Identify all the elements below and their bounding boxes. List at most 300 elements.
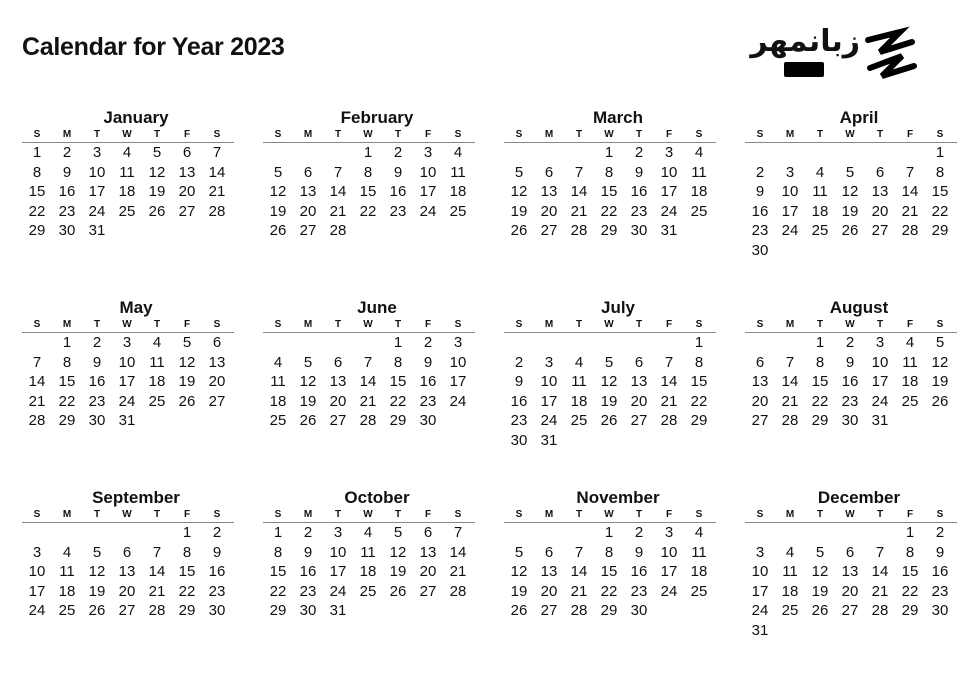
day-cell: 4: [273, 353, 283, 371]
weekday-label: T: [153, 129, 161, 140]
day-cell: 25: [811, 222, 829, 240]
day-cell: 29: [178, 602, 196, 620]
weekday-header: [504, 129, 716, 143]
month-november: [504, 488, 718, 621]
day-cell: 4: [152, 334, 162, 351]
day-cell: 14: [28, 373, 46, 391]
day-cell: 11: [149, 353, 165, 371]
day-cell: 20: [540, 202, 558, 220]
day-cell: 11: [119, 163, 135, 181]
weekday-label: T: [93, 129, 101, 140]
empty-cell: [142, 523, 172, 543]
day-cell: 11: [691, 543, 707, 561]
day-cell: 1: [363, 144, 373, 161]
day-cell: 22: [269, 582, 287, 600]
day-cell: 1: [182, 524, 192, 541]
weekday-label: S: [33, 509, 41, 520]
month-name: May: [119, 298, 153, 317]
month-april: [745, 108, 959, 261]
empty-cell: [323, 333, 353, 353]
day-cell: 12: [811, 563, 829, 581]
day-cell: 4: [574, 353, 584, 371]
day-grid: [263, 333, 477, 431]
weekday-label: T: [635, 509, 643, 520]
empty-cell: [624, 333, 654, 353]
day-cell: 9: [755, 183, 765, 201]
weekday-label: S: [213, 319, 221, 330]
empty-cell: [504, 523, 534, 543]
day-cell: 20: [751, 392, 769, 410]
day-cell: 24: [660, 582, 678, 600]
day-cell: 25: [690, 202, 708, 220]
day-cell: 5: [303, 353, 313, 371]
day-grid: [22, 333, 236, 431]
day-grid: [745, 143, 959, 261]
day-cell: 6: [544, 163, 554, 181]
weekday-label: T: [876, 319, 884, 330]
day-cell: 2: [935, 524, 945, 541]
day-cell: 12: [600, 373, 618, 391]
weekday-label: S: [695, 319, 703, 330]
empty-cell: [22, 333, 52, 353]
day-cell: 4: [122, 144, 132, 161]
day-cell: 10: [781, 183, 799, 201]
day-cell: 6: [875, 163, 885, 181]
month-february: [263, 108, 477, 241]
day-cell: 30: [208, 602, 226, 620]
day-cell: 5: [514, 163, 524, 181]
day-cell: 20: [630, 392, 648, 410]
weekday-label: S: [936, 509, 944, 520]
empty-cell: [564, 333, 594, 353]
weekday-label: W: [122, 129, 132, 140]
day-cell: 14: [901, 183, 919, 201]
day-cell: 22: [359, 202, 377, 220]
day-cell: 29: [269, 602, 287, 620]
day-grid: [504, 333, 718, 451]
day-cell: 9: [634, 543, 644, 561]
day-cell: 4: [785, 543, 795, 561]
day-cell: 11: [812, 183, 828, 201]
day-cell: 7: [905, 163, 915, 181]
logo-mark-icon: [860, 26, 920, 82]
day-cell: 21: [570, 582, 588, 600]
day-cell: 14: [660, 373, 678, 391]
day-cell: 29: [600, 222, 618, 240]
day-cell: 6: [303, 163, 313, 181]
day-cell: 11: [360, 543, 376, 561]
day-cell: 9: [845, 353, 855, 371]
empty-cell: [594, 333, 624, 353]
day-cell: 10: [88, 163, 106, 181]
weekday-label: W: [845, 129, 855, 140]
day-cell: 18: [781, 582, 799, 600]
day-cell: 23: [931, 582, 949, 600]
day-cell: 18: [449, 183, 467, 201]
day-cell: 31: [118, 412, 136, 430]
weekday-label: F: [183, 319, 191, 330]
day-cell: 29: [931, 222, 949, 240]
weekday-label: M: [303, 319, 313, 330]
empty-cell: [504, 333, 534, 353]
day-cell: 21: [660, 392, 678, 410]
day-cell: 7: [574, 163, 584, 181]
weekday-label: F: [424, 509, 432, 520]
day-cell: 5: [393, 524, 403, 541]
empty-cell: [564, 523, 594, 543]
day-cell: 21: [208, 183, 226, 201]
day-cell: 8: [363, 163, 373, 181]
day-cell: 10: [419, 163, 437, 181]
day-cell: 15: [600, 183, 618, 201]
month-name: June: [357, 298, 397, 317]
weekday-label: S: [756, 509, 764, 520]
day-cell: 16: [630, 563, 648, 581]
empty-cell: [775, 523, 805, 543]
day-cell: 26: [931, 392, 949, 410]
day-cell: 13: [178, 163, 196, 181]
day-cell: 4: [363, 524, 373, 541]
day-cell: 12: [269, 183, 287, 201]
day-grid: [263, 143, 477, 241]
day-cell: 27: [751, 412, 769, 430]
day-cell: 2: [514, 353, 524, 371]
day-cell: 24: [88, 202, 106, 220]
day-cell: 15: [178, 563, 196, 581]
day-cell: 22: [58, 392, 76, 410]
day-cell: 21: [28, 392, 46, 410]
day-cell: 4: [694, 144, 704, 161]
day-cell: 8: [815, 353, 825, 371]
day-cell: 15: [28, 183, 46, 201]
day-cell: 29: [28, 222, 46, 240]
day-cell: 10: [28, 563, 46, 581]
day-cell: 31: [660, 222, 678, 240]
day-cell: 23: [208, 582, 226, 600]
weekday-label: S: [213, 509, 221, 520]
day-cell: 5: [514, 543, 524, 561]
day-cell: 14: [871, 563, 889, 581]
empty-cell: [293, 143, 323, 163]
weekday-label: M: [62, 509, 72, 520]
day-cell: 10: [660, 543, 678, 561]
day-cell: 3: [32, 543, 42, 561]
day-cell: 26: [178, 392, 196, 410]
day-cell: 23: [58, 202, 76, 220]
day-cell: 10: [871, 353, 889, 371]
day-cell: 23: [841, 392, 859, 410]
day-cell: 25: [359, 582, 377, 600]
day-cell: 21: [871, 582, 889, 600]
weekday-label: F: [424, 129, 432, 140]
day-cell: 19: [811, 582, 829, 600]
weekday-label: M: [544, 319, 554, 330]
day-cell: 3: [92, 144, 102, 161]
day-cell: 9: [393, 163, 403, 181]
day-cell: 20: [299, 202, 317, 220]
weekday-label: T: [334, 319, 342, 330]
weekday-label: T: [635, 319, 643, 330]
day-cell: 7: [875, 543, 885, 561]
weekday-label: F: [665, 319, 673, 330]
empty-cell: [745, 523, 775, 543]
day-cell: 30: [88, 412, 106, 430]
weekday-label: W: [122, 509, 132, 520]
day-cell: 17: [449, 373, 467, 391]
day-cell: 7: [32, 353, 42, 371]
day-grid: [745, 523, 959, 641]
day-cell: 15: [690, 373, 708, 391]
day-cell: 7: [664, 353, 674, 371]
day-cell: 9: [423, 353, 433, 371]
day-cell: 31: [751, 621, 769, 639]
day-cell: 23: [510, 412, 528, 430]
day-cell: 25: [148, 392, 166, 410]
empty-cell: [534, 333, 564, 353]
day-cell: 17: [660, 183, 678, 201]
day-cell: 22: [28, 202, 46, 220]
day-cell: 2: [393, 144, 403, 161]
weekday-label: W: [845, 319, 855, 330]
weekday-label: M: [62, 129, 72, 140]
day-cell: 12: [510, 183, 528, 201]
day-cell: 6: [212, 334, 222, 351]
day-cell: 8: [393, 353, 403, 371]
day-cell: 13: [540, 563, 558, 581]
day-cell: 1: [393, 334, 403, 351]
day-cell: 14: [359, 373, 377, 391]
day-cell: 17: [118, 373, 136, 391]
day-cell: 21: [570, 202, 588, 220]
day-cell: 21: [449, 563, 467, 581]
day-cell: 13: [299, 183, 317, 201]
day-cell: 28: [148, 602, 166, 620]
weekday-label: S: [695, 509, 703, 520]
day-cell: 24: [751, 602, 769, 620]
logo-bar: [784, 62, 824, 77]
day-cell: 18: [148, 373, 166, 391]
day-cell: 9: [62, 163, 72, 181]
day-cell: 26: [510, 602, 528, 620]
day-cell: 11: [691, 163, 707, 181]
empty-cell: [805, 523, 835, 543]
day-cell: 19: [88, 582, 106, 600]
weekday-header: [22, 129, 234, 143]
day-cell: 12: [510, 563, 528, 581]
day-cell: 18: [359, 563, 377, 581]
weekday-label: S: [274, 129, 282, 140]
day-cell: 1: [604, 144, 614, 161]
day-cell: 8: [905, 543, 915, 561]
day-cell: 11: [270, 373, 286, 391]
day-cell: 4: [905, 334, 915, 351]
day-cell: 22: [600, 202, 618, 220]
weekday-label: F: [665, 129, 673, 140]
day-cell: 16: [510, 392, 528, 410]
weekday-label: S: [454, 319, 462, 330]
weekday-label: W: [604, 319, 614, 330]
logo-text: زبانمهر: [750, 24, 860, 59]
day-cell: 13: [118, 563, 136, 581]
day-cell: 18: [690, 563, 708, 581]
day-cell: 26: [811, 602, 829, 620]
weekday-label: M: [544, 509, 554, 520]
day-cell: 8: [32, 163, 42, 181]
day-cell: 23: [389, 202, 407, 220]
day-cell: 13: [751, 373, 769, 391]
day-cell: 3: [453, 334, 463, 351]
day-cell: 19: [931, 373, 949, 391]
day-cell: 6: [544, 543, 554, 561]
day-cell: 13: [630, 373, 648, 391]
day-cell: 14: [329, 183, 347, 201]
weekday-label: T: [153, 319, 161, 330]
empty-cell: [865, 143, 895, 163]
day-cell: 16: [88, 373, 106, 391]
day-cell: 5: [845, 163, 855, 181]
day-cell: 4: [694, 524, 704, 541]
day-cell: 23: [419, 392, 437, 410]
day-cell: 12: [389, 543, 407, 561]
month-name: April: [839, 108, 879, 127]
day-cell: 28: [28, 412, 46, 430]
month-may: [22, 298, 236, 431]
day-cell: 15: [58, 373, 76, 391]
day-cell: 28: [781, 412, 799, 430]
day-cell: 22: [690, 392, 708, 410]
empty-cell: [745, 333, 775, 353]
brand-logo: [750, 20, 920, 82]
day-cell: 17: [660, 563, 678, 581]
day-cell: 30: [751, 241, 769, 259]
month-october: [263, 488, 477, 621]
day-cell: 27: [178, 202, 196, 220]
day-cell: 22: [811, 392, 829, 410]
weekday-header: [745, 509, 957, 523]
day-cell: 18: [269, 392, 287, 410]
weekday-header: [22, 319, 234, 333]
weekday-label: S: [515, 319, 523, 330]
weekday-label: S: [454, 129, 462, 140]
day-cell: 12: [841, 183, 859, 201]
weekday-label: S: [695, 129, 703, 140]
day-cell: 26: [269, 222, 287, 240]
day-cell: 10: [118, 353, 136, 371]
empty-cell: [263, 333, 293, 353]
day-cell: 19: [389, 563, 407, 581]
month-name: July: [600, 298, 636, 317]
weekday-header: [263, 509, 475, 523]
day-cell: 21: [359, 392, 377, 410]
day-cell: 13: [841, 563, 859, 581]
day-cell: 18: [811, 202, 829, 220]
day-cell: 27: [540, 602, 558, 620]
day-cell: 24: [871, 392, 889, 410]
day-cell: 7: [333, 163, 343, 181]
month-name: November: [576, 488, 660, 507]
weekday-label: T: [635, 129, 643, 140]
day-cell: 24: [660, 202, 678, 220]
day-cell: 27: [841, 602, 859, 620]
day-cell: 19: [148, 183, 166, 201]
day-cell: 30: [630, 222, 648, 240]
weekday-label: S: [936, 319, 944, 330]
day-cell: 18: [118, 183, 136, 201]
day-cell: 6: [634, 353, 644, 371]
day-cell: 27: [871, 222, 889, 240]
day-cell: 22: [389, 392, 407, 410]
weekday-label: T: [394, 319, 402, 330]
day-cell: 15: [931, 183, 949, 201]
weekday-label: F: [424, 319, 432, 330]
day-cell: 10: [540, 373, 558, 391]
day-cell: 16: [58, 183, 76, 201]
day-cell: 2: [212, 524, 222, 541]
weekday-label: M: [303, 509, 313, 520]
weekday-label: S: [936, 129, 944, 140]
day-cell: 11: [571, 373, 587, 391]
weekday-label: T: [816, 509, 824, 520]
day-cell: 8: [694, 353, 704, 371]
month-name: August: [829, 298, 889, 317]
day-cell: 24: [28, 602, 46, 620]
day-cell: 20: [419, 563, 437, 581]
empty-cell: [564, 143, 594, 163]
day-cell: 8: [604, 163, 614, 181]
day-cell: 20: [841, 582, 859, 600]
day-grid: [504, 523, 718, 621]
month-name: March: [592, 108, 644, 127]
day-cell: 3: [664, 524, 674, 541]
month-january: [22, 108, 236, 241]
day-cell: 9: [303, 543, 313, 561]
day-cell: 2: [423, 334, 433, 351]
weekday-label: F: [906, 509, 914, 520]
day-cell: 29: [811, 412, 829, 430]
day-cell: 29: [901, 602, 919, 620]
day-cell: 18: [901, 373, 919, 391]
day-cell: 19: [600, 392, 618, 410]
day-cell: 5: [273, 163, 283, 181]
month-july: [504, 298, 718, 451]
day-cell: 28: [359, 412, 377, 430]
day-cell: 1: [604, 524, 614, 541]
day-cell: 28: [329, 222, 347, 240]
month-august: [745, 298, 959, 431]
day-cell: 17: [88, 183, 106, 201]
day-cell: 11: [782, 563, 798, 581]
weekday-label: S: [515, 509, 523, 520]
weekday-label: S: [515, 129, 523, 140]
weekday-label: S: [756, 319, 764, 330]
day-cell: 3: [423, 144, 433, 161]
day-cell: 13: [208, 353, 226, 371]
weekday-label: T: [575, 509, 583, 520]
day-cell: 6: [423, 524, 433, 541]
empty-cell: [805, 143, 835, 163]
day-cell: 13: [540, 183, 558, 201]
weekday-label: S: [756, 129, 764, 140]
day-cell: 16: [630, 183, 648, 201]
day-cell: 30: [299, 602, 317, 620]
day-cell: 30: [58, 222, 76, 240]
day-cell: 23: [88, 392, 106, 410]
day-cell: 28: [570, 602, 588, 620]
day-cell: 24: [118, 392, 136, 410]
day-cell: 28: [208, 202, 226, 220]
weekday-label: T: [93, 319, 101, 330]
day-cell: 26: [88, 602, 106, 620]
